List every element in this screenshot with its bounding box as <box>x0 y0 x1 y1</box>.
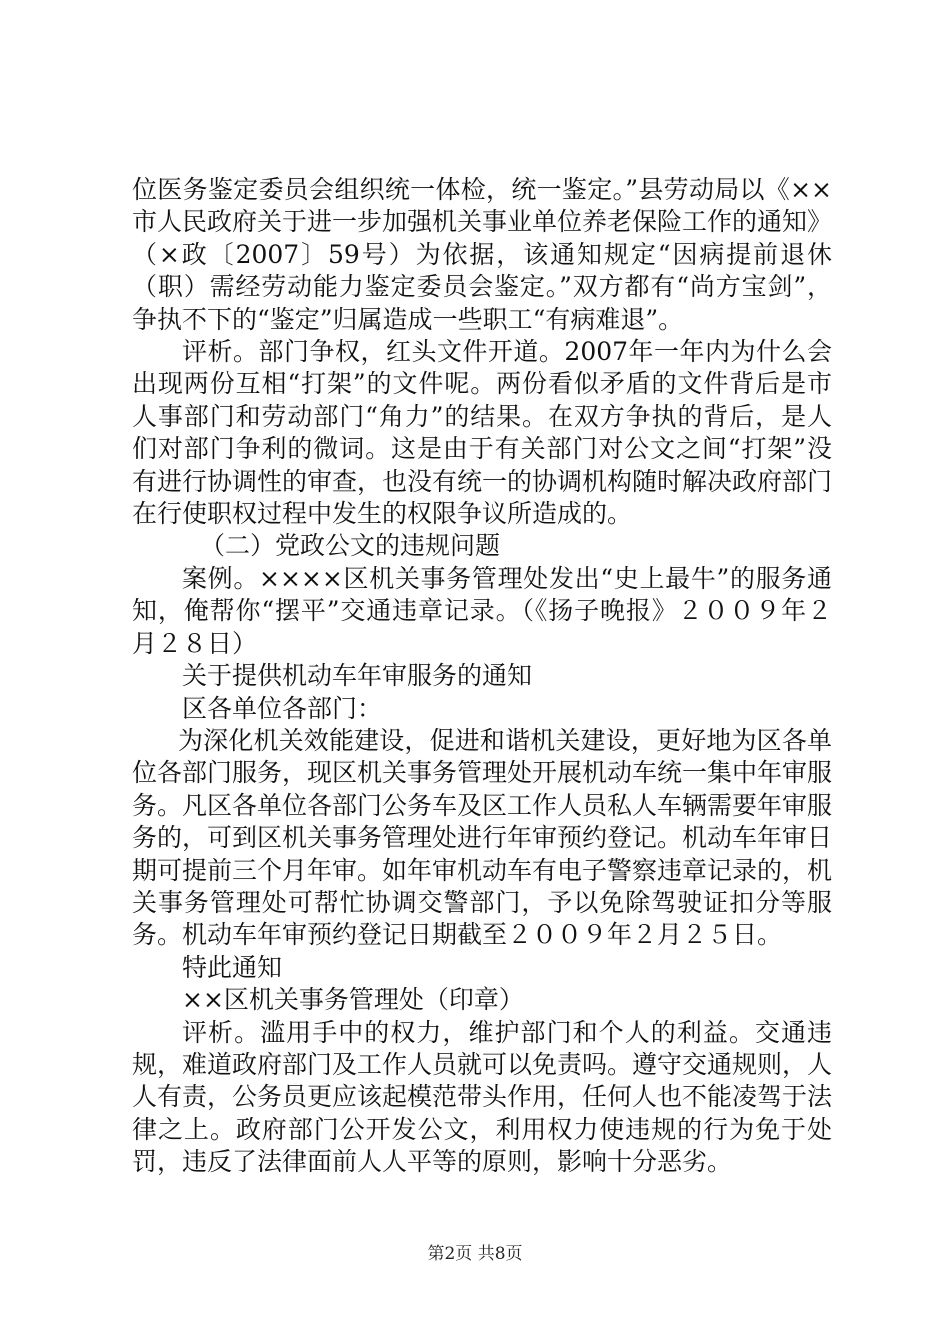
notice-salutation: 区各单位各部门： <box>182 693 383 723</box>
document-body <box>132 174 832 1179</box>
paragraph-continued-text: 位医务鉴定委员会组织统一体检，统一鉴定。”县劳动局以《××市人民政府关于进一步加强机关事业单位养老保险工作的通知》（×政〔2007〕59号）为依据，该通知规定“因病提前退休（职）需经劳动能力鉴定委员会鉴定。”双方都有“尚方宝剑”，争执不下的“鉴定”归属造成一些职工“有病难退”。 <box>132 175 833 334</box>
notice-title: 关于提供机动车年审服务的通知 <box>182 661 533 691</box>
paragraph-case: 案例。××××区机关事务管理处发出“史上最牛”的服务通知，俺帮你“摆平”交通违章记录。（《扬子晚报》２００９年２月２８日） <box>132 563 832 658</box>
notice-body: 为深化机关效能建设，促进和谐机关建设，更好地为区各单位各部门服务，现区机关事务管理处开展机动车统一集中年审服务。凡区各单位各部门公务车及区工作人员私人车辆需要年审服务的，可到区机关事务管理处进行年审预约登记。机动车年审日期可提前三个月年审。如年审机动车有电子警察违章记录的，机关事务管理处可帮忙协调交警部门，予以免除驾驶证扣分等服务。机动车年审预约登记日期截至２００９年２月２５日。 <box>132 725 833 950</box>
paragraph-analysis-2: 评析。滥用手中的权力，维护部门和个人的利益。交通违规，难道政府部门及工作人员就可以免责吗。遵守交通规则，人人有责，公务员更应该起模范带头作用，任何人也不能凌驾于法律之上。政府部门公开发公文，利用权力使违规的行为免于处罚，违反了法律面前人人平等的原则，影响十分恶劣。 <box>132 1017 833 1177</box>
notice-signature: ××区机关事务管理处（印章） <box>182 985 524 1015</box>
notice-closing: 特此通知 <box>182 952 283 982</box>
section-heading: （二）党政公文的违规问题 <box>200 531 501 561</box>
paragraph-analysis-1: 评析。部门争权，红头文件开道。2007年一年内为什么会出现两份互相“打架”的文件呢。两份看似矛盾的文件背后是市人事部门和劳动部门“角力”的结果。在双方争执的背后，是人们对部门争利的微词。这是由于有关部门对公文之间“打架”没有进行协调性的审查，也没有统一的协调机构随时解决政府部门在行使职权过程中发生的权限争议所造成的。 <box>132 337 833 529</box>
page-number-footer: 第2页 共8页 <box>427 1244 523 1264</box>
